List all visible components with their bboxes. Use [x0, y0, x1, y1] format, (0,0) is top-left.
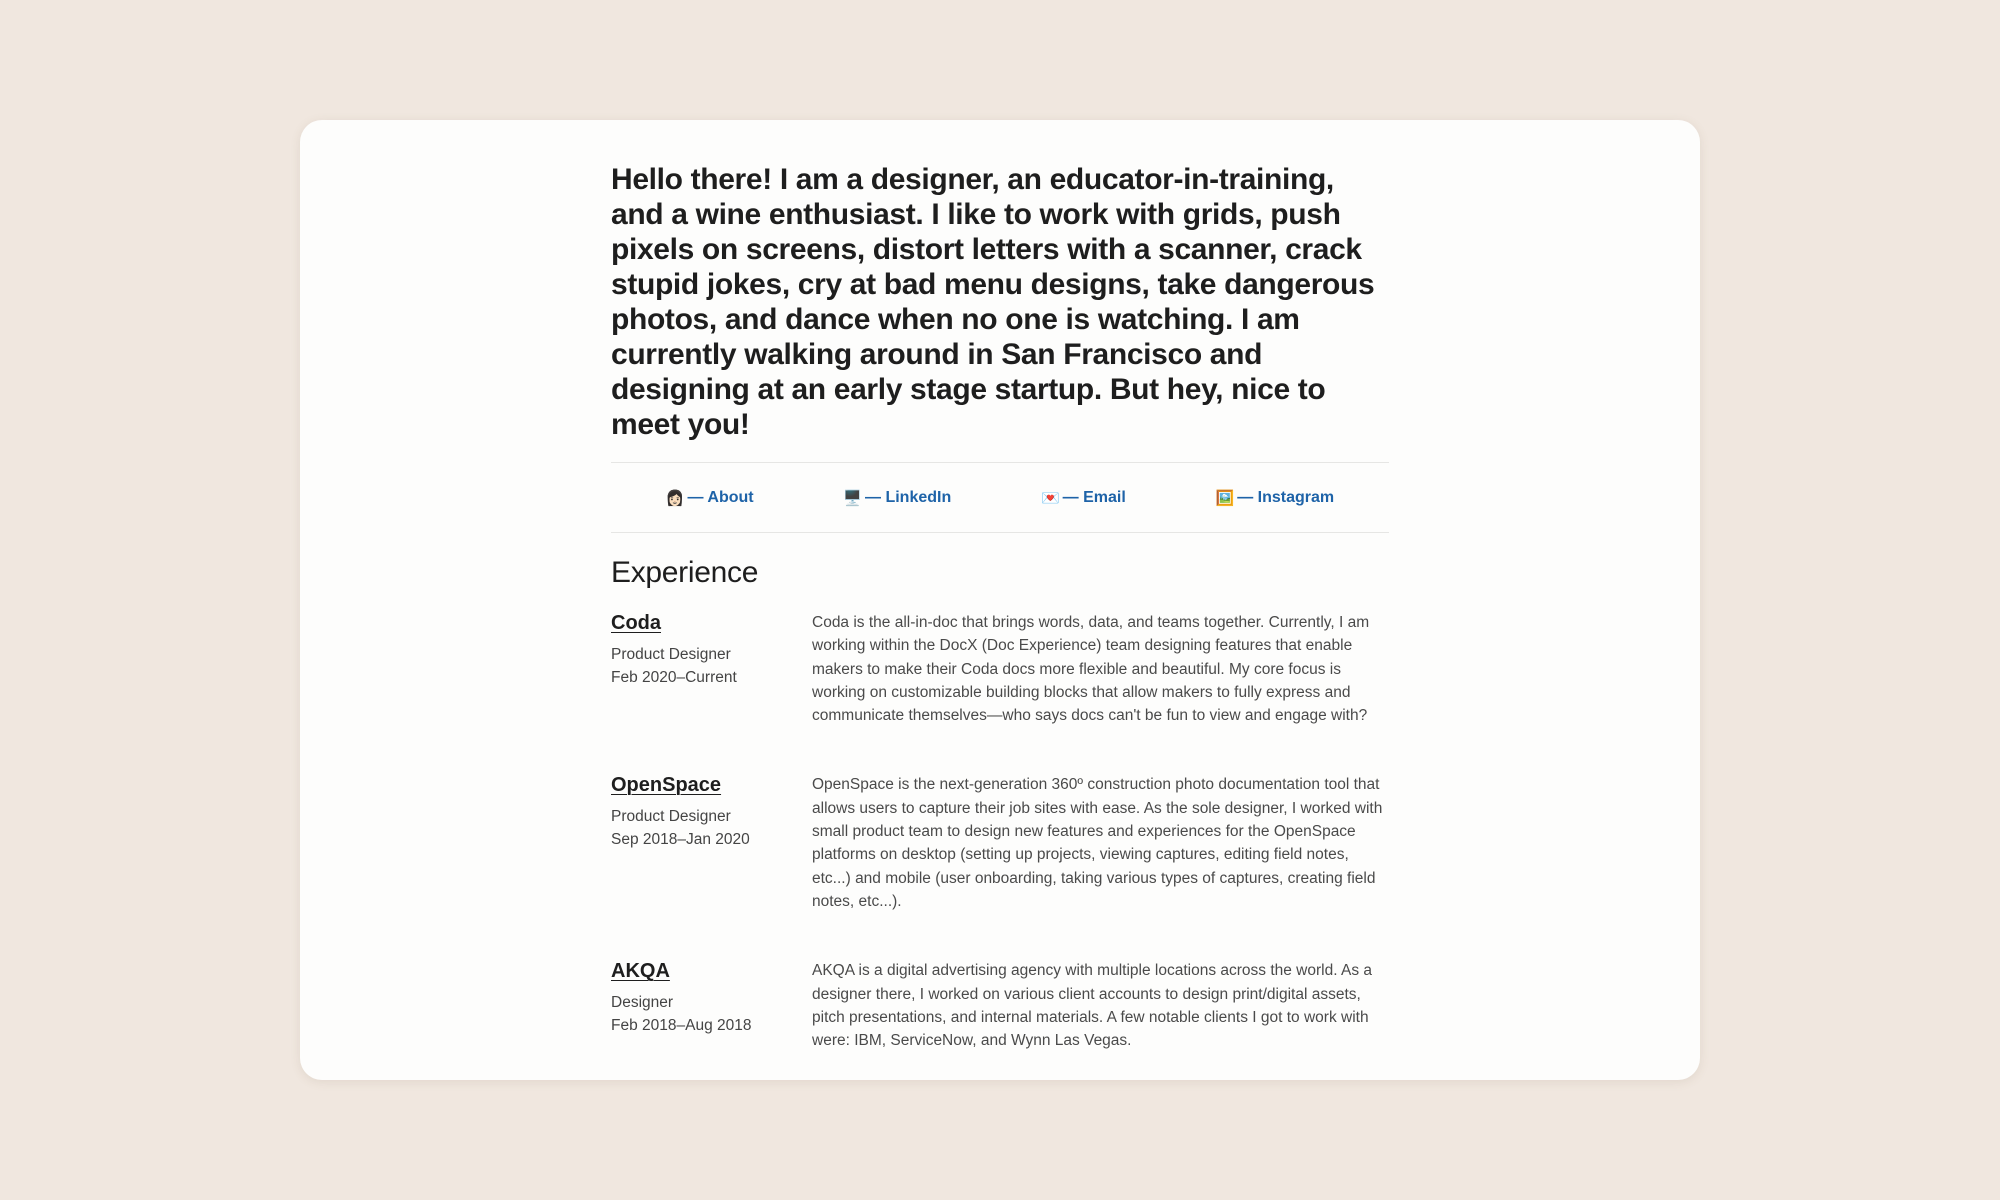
- company-link-akqa[interactable]: AKQA: [611, 960, 670, 983]
- company-link-openspace[interactable]: OpenSpace: [611, 774, 722, 797]
- about-link[interactable]: [666, 489, 754, 507]
- job-description: Coda is the all-in-doc that brings words, data, and teams together. Currently, I am working within the DocX (Doc Experience) team designing features that enable makers to make their Coda docs more flexible and beautiful. My core focus is working on customizable building blocks that allow makers to fully express and communicate themselves—who says docs can't be fun to view and engage with?: [812, 614, 1370, 725]
- computer-monitor-icon: 🖥️: [843, 488, 863, 507]
- experience-item-akqa: [611, 959, 1389, 1052]
- email-link-label: — Email: [1062, 488, 1126, 506]
- woman-avatar-icon: 👩🏻: [665, 488, 685, 507]
- experience-heading: Experience: [611, 556, 759, 589]
- about-link-label: — About: [687, 488, 754, 506]
- framed-picture-icon: 🖼️: [1215, 488, 1235, 507]
- content-column: [611, 162, 1389, 1052]
- job-meta: [611, 959, 812, 1052]
- instagram-link-label: — Instagram: [1237, 488, 1335, 506]
- job-dates: Feb 2018–Aug 2018: [611, 1017, 752, 1035]
- job-meta: [611, 611, 812, 727]
- linkedin-link-label: — LinkedIn: [865, 488, 952, 506]
- social-links-bar: [611, 462, 1389, 533]
- job-role: Product Designer: [611, 646, 731, 663]
- experience-item-openspace: [611, 773, 1389, 913]
- intro-paragraph: Hello there! I am a designer, an educator-in-training, and a wine enthusiast. I like to work with grids, push pixels on screens, distort letters with a scanner, crack stupid jokes, cry at bad menu designs, take dangerous photos, and dance when no one is watching. I am currently walking around in San Francisco and designing at an early stage startup. But hey, nice to meet you!: [611, 163, 1375, 441]
- job-dates: Sep 2018–Jan 2020: [611, 831, 750, 849]
- experience-item-coda: [611, 611, 1389, 727]
- company-link-coda[interactable]: Coda: [611, 612, 661, 634]
- email-link[interactable]: [1041, 489, 1126, 507]
- job-description: AKQA is a digital advertising agency with multiple locations across the world. As a designer there, I worked on various client accounts to design print/digital assets, pitch presentations, and internal materials. A few notable clients I got to work with were: IBM, ServiceNow, and Wynn Las Vegas.: [812, 962, 1372, 1050]
- linkedin-link[interactable]: [843, 489, 951, 507]
- job-description: OpenSpace is the next-generation 360º construction photo documentation tool that allows users to capture their job sites with ease. As the sole designer, I worked with small product team to design new features and experiences for the OpenSpace platforms on desktop (setting up projects, viewing captures, editing field notes, etc...) and mobile (user onboarding, taking various types of captures, creating field notes, etc...).: [812, 776, 1383, 910]
- love-letter-icon: 💌: [1040, 488, 1060, 507]
- job-role: Designer: [611, 994, 674, 1012]
- job-dates: Feb 2020–Current: [611, 669, 737, 686]
- portfolio-card: [300, 120, 1700, 1080]
- instagram-link[interactable]: [1216, 489, 1335, 507]
- job-meta: [611, 773, 812, 913]
- job-role: Product Designer: [611, 808, 731, 826]
